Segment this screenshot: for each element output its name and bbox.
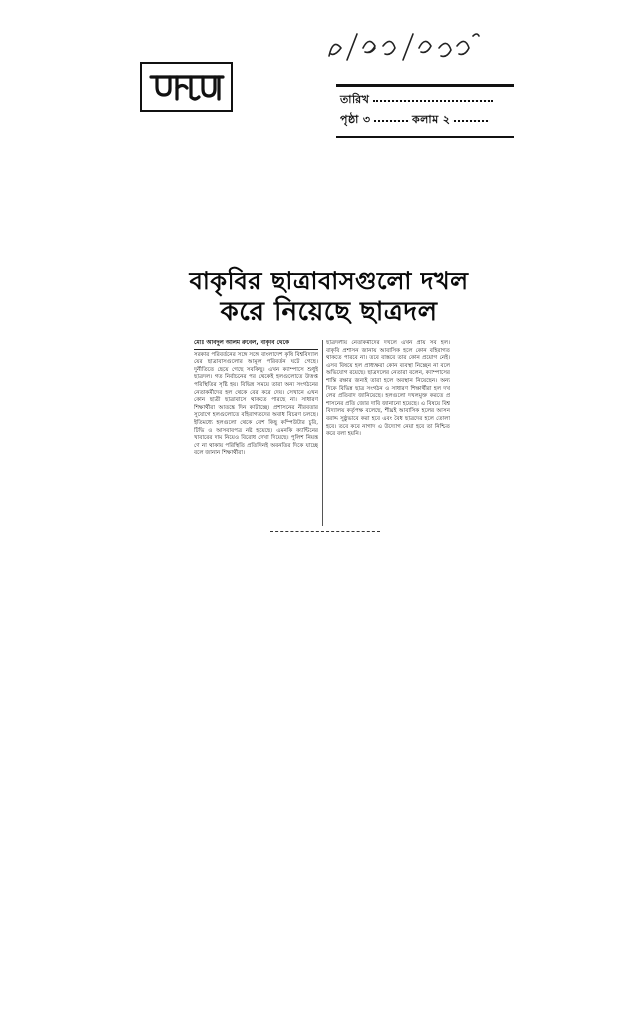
article-column-left-text: সরকার পরিবর্তনের সঙ্গে সঙ্গে বাংলাদেশ কৃষি বিশ্ববিদ্যালয়ের ছাত্রাবাসগুলোর আমূল পরিবর্তন ঘটে গেছে। দুর্নীতিতে ছেয়ে গেছে সবকিছু। এখন ক্যাম্পাসে শুধুই ছাত্রদল। গত নির্বাচনের পর থেকেই হলগুলোতে উত্তপ্ত পরিস্থিতির সৃষ্টি হয়। বিভিন্ন সময়ে তারা অন্য সংগঠনের নেতাকর্মীদের হল থেকে বের করে দেয়। সেখানে এখন কোন ছাত্রী ছাত্রাবাসে থাকতে পারছে না। সাধারণ শিক্ষার্থীরা আতঙ্কে দিন কাটাচ্ছে। প্রশাসনের নীরবতার সুযোগে হলগুলোতে বহিরাগতদের অবাধ বিচরণ চলছে। ইতিমধ্যে হলগুলো থেকে বেশ কিছু কম্পিউটার চুরি, টিভি ও আসবাবপত্র নষ্ট হয়েছে। এমনকি ক্যান্টিনের খাবারের দাম নিয়েও বিরোধ দেখা দিয়েছে। পুলিশ নিয়ন্ত্রণে না থাকায় পরিস্থিতি প্রতিদিনই অবনতির দিকে যাচ্ছে বলে জানান শিক্ষার্থীরা। [194,351,318,457]
article-end-rule [270,531,380,532]
stamp-column-label: কলাম [411,112,439,126]
stamp-date-dots [373,98,493,102]
article-body [194,340,450,530]
stamp-date-label: তারিখ [340,92,370,106]
masthead-logo-icon [147,68,227,106]
article-column-left [194,340,318,530]
handwritten-date [323,26,483,66]
stamp-page-value: ৩ [362,112,370,126]
stamp-page-row [340,111,488,129]
stamp-date-row [340,91,493,109]
stamp-page-label: পৃষ্ঠা [340,112,359,126]
stamp-column-dots [454,118,488,122]
article-column-right-text: ছাত্রদলীয় নেতাকর্মীদের দখলে এখন প্রায় সব হল। বাকৃবি প্রশাসন জানায় আবাসিক হলে কোন বহিরাগত থাকতে পারবে না। তবে বাস্তবে তার কোন প্রয়োগ নেই। এসব বিষয়ে হল প্রাধ্যক্ষরা কোন ব্যবস্থা নিচ্ছেন না বলে অভিযোগ রয়েছে। ছাত্রদলের নেতারা বলেন, ক্যাম্পাসের শান্তি রক্ষার জন্যই তারা হলে অবস্থান নিয়েছেন। অন্যদিকে বিভিন্ন ছাত্র সংগঠন ও সাধারণ শিক্ষার্থীরা হল দখলের প্রতিবাদ জানিয়েছে। হলগুলো দখলমুক্ত করতে প্রশাসনের প্রতি জোর দাবি জানানো হয়েছে। এ বিষয়ে বিশ্ববিদ্যালয় কর্তৃপক্ষ বলেছে, শীঘ্রই আবাসিক হলের আসন বরাদ্দ সুষ্ঠুভাবে করা হবে এবং বৈধ ছাত্রদের হলে তোলা হবে। তবে কবে নাগাদ এ উদ্যোগ নেয়া হবে তা নিশ্চিত করে বলা হয়নি। [326,340,450,438]
headline-line-2: করে নিয়েছে ছাত্রদল [220,297,438,327]
newspaper-masthead [140,62,233,112]
stamp-page-dots [374,118,408,122]
article-column-right [326,340,450,522]
column-divider [322,340,323,526]
article-headline [184,266,474,329]
archive-stamp [336,84,514,138]
article-byline: মোঃ আবদুল আলম রুবেল, বাকৃবি থেকে [194,340,318,350]
headline-line-1: বাকৃবির ছাত্রাবাসগুলো দখল [189,267,469,295]
stamp-column-value: ২ [442,112,450,126]
